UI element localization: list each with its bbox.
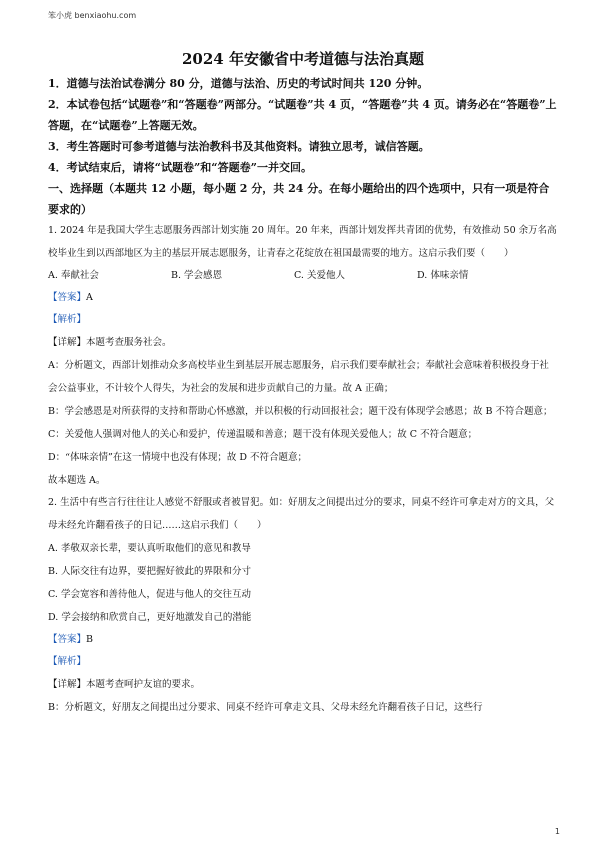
question-2-answer	[48, 629, 558, 651]
question-1-detail	[48, 331, 558, 354]
question-2-option-a: A. 孝敬双亲长辈，要认真听取他们的意见和教导	[48, 543, 251, 554]
option-c: C. 关爱他人	[294, 270, 345, 281]
explanation-a: A：分析题文，西部计划推动众多高校毕业生到基层开展志愿服务，启示我们要奉献社会；奉献社会意味着积极投身于社会公益事业，不计较个人得失，为社会的发展和进步贡献自己的力量。故 A 正确；	[48, 360, 549, 394]
question-1-answer	[48, 287, 558, 309]
instruction-1: 1．道德与法治试卷满分 80 分，道德与法治、历史的考试时间共 120 分钟。	[48, 77, 429, 90]
page-number: 1	[554, 827, 560, 836]
page-title: 2024 年安徽省中考道德与法治真题	[182, 50, 424, 68]
site-header: 笨小虎 benxiaohu.com	[48, 11, 137, 20]
explanation-conclusion: 故本题选 A。	[48, 475, 106, 486]
detail-tag: 【详解】	[48, 337, 87, 348]
explanation-c: C：关爱他人强调对他人的关心和爱护，传递温暖和善意；题干没有体现关爱他人；故 C 不符合题意；	[48, 429, 478, 440]
instruction-2: 2．本试卷包括“试题卷”和“答题卷”两部分。“试题卷”共 4 页，“答题卷”共 4 页。请务必在“答题卷”上答题，在“试题卷”上答题无效。	[48, 98, 557, 132]
answer-value: B	[86, 634, 93, 645]
question-2-stem: 2. 生活中有些言行往往让人感觉不舒服或者被冒犯。如：好朋友之间提出过分的要求，同桌不经许可拿走对方的文具，父母未经允许翻看孩子的日记……这启示我们（ ）	[48, 497, 555, 531]
question-1-stem: 1. 2024 年是我国大学生志愿服务西部计划实施 20 周年。20 年来，西部计划发挥共青团的优势，有效推动 50 余万名高校毕业生到以西部地区为主的基层开展志愿服务，让青春之花绽放在祖国最需要的地方。这启示我们要（ ）	[48, 225, 557, 259]
section-heading: 一、选择题（本题共 12 小题，每小题 2 分，共 24 分。在每小题给出的四个选项中，只有一项是符合要求的）	[48, 182, 550, 216]
explanation-d: D：“体味亲情”在这一情境中也没有体现；故 D 不符合题意；	[48, 452, 307, 463]
question-2-option-c: C. 学会宽容和善待他人，促进与他人的交往互动	[48, 589, 251, 600]
question-2-option-d: D. 学会接纳和欣赏自己，更好地激发自己的潜能	[48, 612, 252, 623]
answer-value: A	[86, 292, 93, 303]
detail-tag: 【详解】	[48, 679, 87, 690]
detail-text: 本题考查服务社会。	[86, 337, 172, 348]
answer-tag: 【答案】	[48, 292, 87, 303]
question-2-option-b: B. 人际交往有边界，要把握好彼此的界限和分寸	[48, 566, 252, 577]
question-1-options	[48, 265, 558, 287]
option-a: A. 奉献社会	[48, 270, 99, 281]
question-2-explanation-b: B：分析题文，好朋友之间提出过分要求、同桌不经许可拿走文具、父母未经允许翻看孩子日记，这些行	[48, 702, 483, 713]
instruction-4: 4．考试结束后，请将“试题卷”和“答题卷”一并交回。	[48, 161, 312, 174]
analysis-tag: 【解析】	[48, 656, 87, 667]
explanation-b: B：学会感恩是对所获得的支持和帮助心怀感激，并以积极的行动回报社会；题干没有体现学会感恩；故 B 不符合题意；	[48, 406, 553, 417]
option-d: D. 体味亲情	[417, 270, 469, 281]
document-body	[48, 48, 558, 719]
answer-tag: 【答案】	[48, 634, 87, 645]
instruction-3: 3．考生答题时可参考道德与法治教科书及其他资料。请独立思考，诚信答题。	[48, 140, 430, 153]
question-2-detail	[48, 673, 558, 696]
detail-text: 本题考查呵护友谊的要求。	[86, 679, 201, 690]
analysis-tag: 【解析】	[48, 314, 87, 325]
option-b: B. 学会感恩	[171, 270, 223, 281]
